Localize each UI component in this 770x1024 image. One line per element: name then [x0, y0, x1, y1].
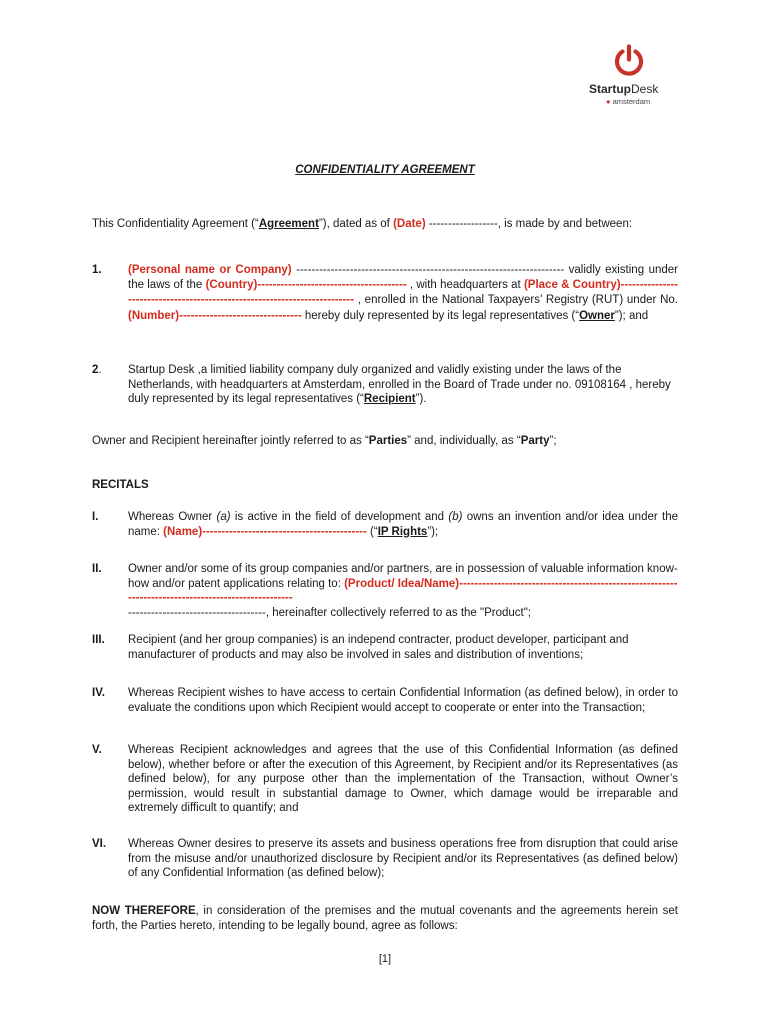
- startup-desk-logo: [585, 42, 675, 112]
- logo-location: ● amsterdam: [606, 97, 651, 106]
- recital-ii-number: II.: [92, 563, 102, 575]
- document-title: CONFIDENTIALITY AGREEMENT: [295, 164, 475, 176]
- recital-ii-text: Owner and/or some of its group companies and/or partners, are in possession of valuable information know-how and/or patent applications relating to: (Product/ Idea/Name)----------------------------------------------------------------------------------------------------------------------------------------, hereinafter collectively referred to as the "Product";: [128, 563, 678, 619]
- recital-iii-text: Recipient (and her group companies) is an independ contracter, product developer, participant and manufacturer of products and may also be involved in sales and distribution of inventions;: [128, 634, 629, 661]
- recital-vi-text: Whereas Owner desires to preserve its assets and business operations free from disruption that could arise from the misuse and/or unauthorized disclosure by Recipient and/or its Representatives (as defined below) of any Confidential Information (as defined below);: [128, 838, 678, 880]
- now-therefore-paragraph: NOW THEREFORE, in consideration of the premises and the mutual covenants and the agreements herein set forth, the Parties hereto, intending to be legally bound, agree as follows:: [92, 905, 678, 932]
- recitals-heading: RECITALS: [92, 479, 149, 491]
- party-1-text: (Personal name or Company) ---------------------------------------------------------------------- validly existing under the laws of the (Country)--------------------------------------- , with headquarters at (Place & Country)-------------------------------------------------------------------------- , enrolled in the National Taxpayers’ Registry (RUT) under No. (Number)-------------------------------- hereby duly represented by its legal representatives (“Owner”); and: [128, 264, 678, 322]
- page-number: [1]: [378, 953, 392, 965]
- recital-i-text: Whereas Owner (a) is active in the field of development and (b) owns an invention and/or idea under the name: (Name)------------------------------------------- (“IP Rights”);: [128, 511, 678, 538]
- party-2-number: 2.: [92, 364, 102, 376]
- party-1-number: 1.: [92, 264, 102, 276]
- recital-vi-number: VI.: [92, 838, 107, 850]
- recital-i-number: I.: [92, 511, 99, 523]
- party-2-text: Startup Desk ,a limitied liability company duly organized and validly existing under the laws of the Netherlands, with headquarters at Amsterdam, enrolled in the Board of Trade under no. 09108164 , hereby duly represented by its legal representatives (“Recipient”).: [128, 364, 671, 406]
- intro-paragraph: This Confidentiality Agreement (“Agreement”), dated as of (Date) ------------------, is made by and between:: [92, 218, 633, 230]
- recital-iv-number: IV.: [92, 687, 106, 699]
- recital-iii-number: III.: [92, 634, 105, 646]
- recital-v-number: V.: [92, 744, 102, 756]
- parties-definition: Owner and Recipient hereinafter jointly referred to as “Parties” and, individually, as “Party”;: [92, 435, 557, 447]
- recital-v-text: Whereas Recipient acknowledges and agrees that the use of this Confidential Information (as defined below), whether before or after the execution of this Agreement, by Recipient and/or its Representatives (as defined below), for any purpose other than the implementation of the Transaction, without Owner’s permission, would result in substantial damage to Owner, which damage would be irreparable and extremely difficult to quantify; and: [128, 744, 678, 815]
- recital-iv-text: Whereas Recipient wishes to have access to certain Confidential Information (as defined below), in order to evaluate the conditions upon which Recipient would accept to cooperate or enter into the Transaction;: [128, 687, 678, 714]
- power-icon: [612, 44, 646, 78]
- logo-brand-name: StartupDesk: [589, 82, 659, 96]
